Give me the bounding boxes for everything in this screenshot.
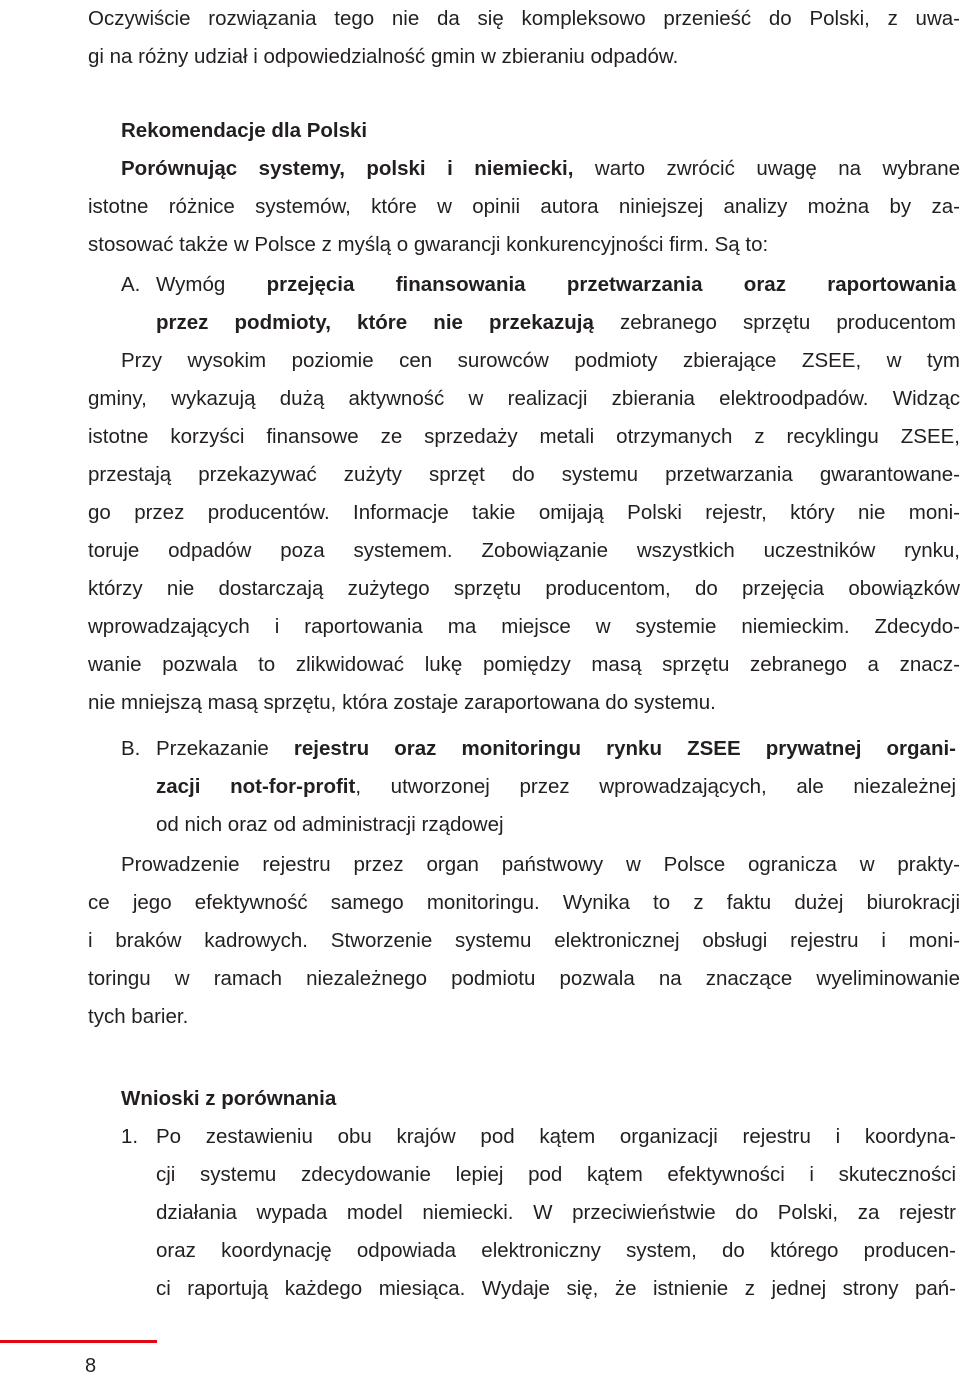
text-line <box>156 304 956 342</box>
page-number: 8 <box>85 1355 97 1377</box>
intro-paragraph <box>88 0 960 76</box>
text-line: Oczywiście rozwiązania tego nie da się kompleksowo przenieść do Polski, z uwa- <box>88 7 960 30</box>
footer-accent-rule <box>0 1340 157 1343</box>
text-line: go przez producentów. Informacje takie omijają Polski rejestr, który nie moni- <box>88 501 960 524</box>
text-line: toringu w ramach niezależnego podmiotu pozwala na znaczące wyeliminowanie <box>88 967 960 990</box>
point-b-label: B. <box>121 737 141 760</box>
text-line: tych barier. <box>88 1005 189 1028</box>
text-line: Przy wysokim poziomie cen surowców podmioty zbierające ZSEE, w tym <box>121 349 960 372</box>
text-line: przestają przekazywać zużyty sprzęt do systemu przetwarzania gwarantowane- <box>88 463 960 486</box>
text-line: ce jego efektywność samego monitoringu. Wynika to z faktu dużej biurokracji <box>88 891 960 914</box>
heading-text: Rekomendacje dla Polski <box>121 119 368 142</box>
text-line: cji systemu zdecydowanie lepiej pod kątem efektywności i skuteczności <box>156 1163 956 1186</box>
recommendations-section <box>88 112 960 264</box>
text-line: nie mniejszą masą sprzętu, która zostaje zaraportowana do systemu. <box>88 691 716 714</box>
text-line: wprowadzających i raportowania ma miejsce w systemie niemieckim. Zdecydo- <box>88 615 960 638</box>
text-line <box>156 730 956 768</box>
conclusion-item-1 <box>156 1118 956 1308</box>
text-line: i braków kadrowych. Stworzenie systemu elektronicznej obsługi rejestru i moni- <box>88 929 960 952</box>
text-line: działania wypada model niemiecki. W przeciwieństwie do Polski, za rejestr <box>156 1201 956 1224</box>
conclusions-heading: Wnioski z porównania <box>121 1087 337 1110</box>
point-a-rest: zebranego sprzętu producentom <box>593 311 957 334</box>
text-line: toruje odpadów poza systemem. Zobowiązanie wszystkich uczestników rynku, <box>88 539 960 562</box>
text-line: którzy nie dostarczają zużytego sprzętu producentom, do przejęcia obowiązków <box>88 577 960 600</box>
text-line: Prowadzenie rejestru przez organ państwowy w Polsce ogranicza w prakty- <box>121 853 960 876</box>
text-line: gminy, wykazują dużą aktywność w realizacji zbierania elektroodpadów. Widząc <box>88 387 960 410</box>
text-line: od nich oraz od administracji rządowej <box>156 813 504 836</box>
text-line: gi na różny udział i odpowiedzialność gmin w zbieraniu odpadów. <box>88 45 679 68</box>
point-b-heading <box>156 730 956 844</box>
conclusion-item-1-label: 1. <box>121 1125 139 1148</box>
point-b-paragraph <box>88 846 960 1036</box>
text-line: istotne korzyści finansowe ze sprzedaży metali otrzymanych z recyklingu ZSEE, <box>88 425 960 448</box>
point-a-pre: Wymóg <box>156 273 267 296</box>
lead-bold-text: Porównując systemy, polski i niemiecki, <box>121 157 574 180</box>
point-b-bold-2: zacji not-for-profit <box>156 775 356 798</box>
text-line: stosować także w Polsce z myślą o gwarancji konkurencyjności firm. Są to: <box>88 233 769 256</box>
text-line: Po zestawieniu obu krajów pod kątem organizacji rejestru i koordyna- <box>156 1125 956 1148</box>
point-a-heading <box>156 266 956 342</box>
point-a-label: A. <box>121 273 141 296</box>
text-line <box>156 266 956 304</box>
text-line: ci raportują każdego miesiąca. Wydaje się, że istnienie z jednej strony pań- <box>156 1277 956 1300</box>
point-a-bold-2: przez podmioty, które nie przekazują <box>156 311 594 334</box>
text-line <box>156 768 956 806</box>
text-line: oraz koordynację odpowiada elektroniczny system, do którego producen- <box>156 1239 956 1262</box>
section-heading <box>88 112 960 150</box>
point-b-pre: Przekazanie <box>156 737 294 760</box>
text-line: istotne różnice systemów, które w opinii autora niniejszej analizy można by za- <box>88 195 960 218</box>
point-a-bold-1: przejęcia finansowania przetwarzania oraz raportowania <box>266 273 957 296</box>
point-b-bold-1: rejestru oraz monitoringu rynku ZSEE prywatnej organi- <box>293 737 956 760</box>
point-a-paragraph <box>88 342 960 722</box>
point-b-rest: , utworzonej przez wprowadzających, ale niezależnej <box>355 775 956 798</box>
text-line <box>88 150 960 188</box>
text-line: wanie pozwala to zlikwidować lukę pomiędzy masą sprzętu zebranego a znacz- <box>88 653 960 676</box>
lead-text: warto zwrócić uwagę na wybrane <box>573 157 960 180</box>
